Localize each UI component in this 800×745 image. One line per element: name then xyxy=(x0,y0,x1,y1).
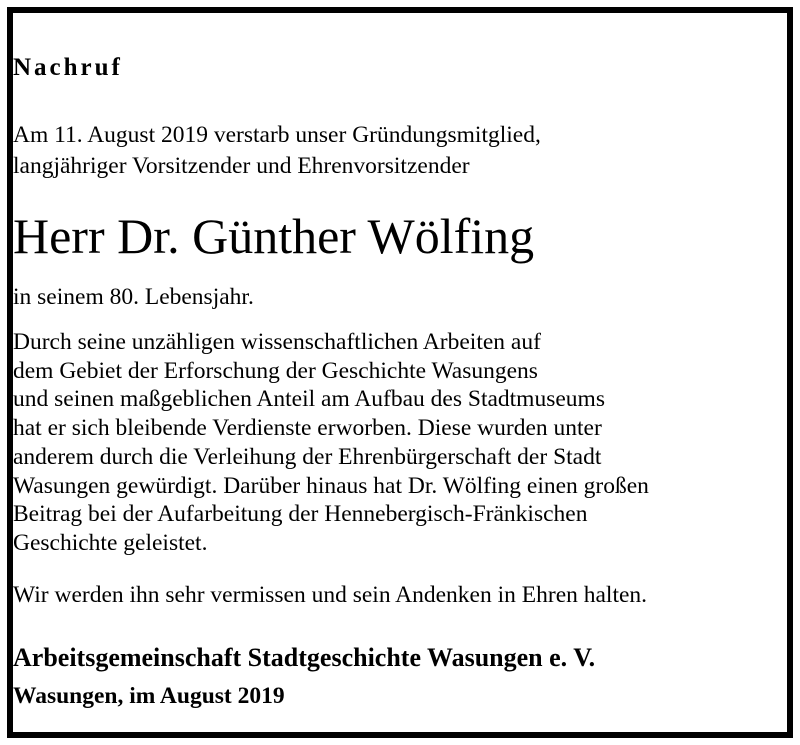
tribute-line: Wasungen gewürdigt. Darüber hinaus hat Dr. Wölfing einen großen xyxy=(13,472,649,499)
tribute-line: dem Gebiet der Erforschung der Geschichte Wasungens xyxy=(13,357,538,384)
tribute-line: Geschichte geleistet. xyxy=(13,529,208,556)
obituary-frame xyxy=(7,7,793,738)
place-date: Wasungen, im August 2019 xyxy=(13,683,285,709)
closing-line: Wir werden ihn sehr vermissen und sein Andenken in Ehren halten. xyxy=(13,582,648,608)
tribute-line: hat er sich bleibende Verdienste erworben. Diese wurden unter xyxy=(13,415,602,442)
tribute-line: anderem durch die Verleihung der Ehrenbürgerschaft der Stadt xyxy=(13,443,602,470)
organization-name: Arbeitsgemeinschaft Stadtgeschichte Wasungen e. V. xyxy=(13,643,596,672)
age-line: in seinem 80. Lebensjahr. xyxy=(13,284,254,310)
tribute-line: und seinen maßgeblichen Anteil am Aufbau des Stadtmuseums xyxy=(13,386,605,413)
obituary-heading: Nachruf xyxy=(13,54,123,81)
tribute-text xyxy=(13,328,787,558)
intro-line: langjähriger Vorsitzender und Ehrenvorsitzender xyxy=(13,153,470,179)
tribute-line: Beitrag bei der Aufarbeitung der Hennebergisch-Fränkischen xyxy=(13,501,588,528)
tribute-line: Durch seine unzähligen wissenschaftlichen Arbeiten auf xyxy=(13,329,541,355)
deceased-name: Herr Dr. Günther Wölfing xyxy=(13,208,535,264)
intro-line: Am 11. August 2019 verstarb unser Gründungsmitglied, xyxy=(13,122,541,148)
intro-text xyxy=(13,120,787,182)
